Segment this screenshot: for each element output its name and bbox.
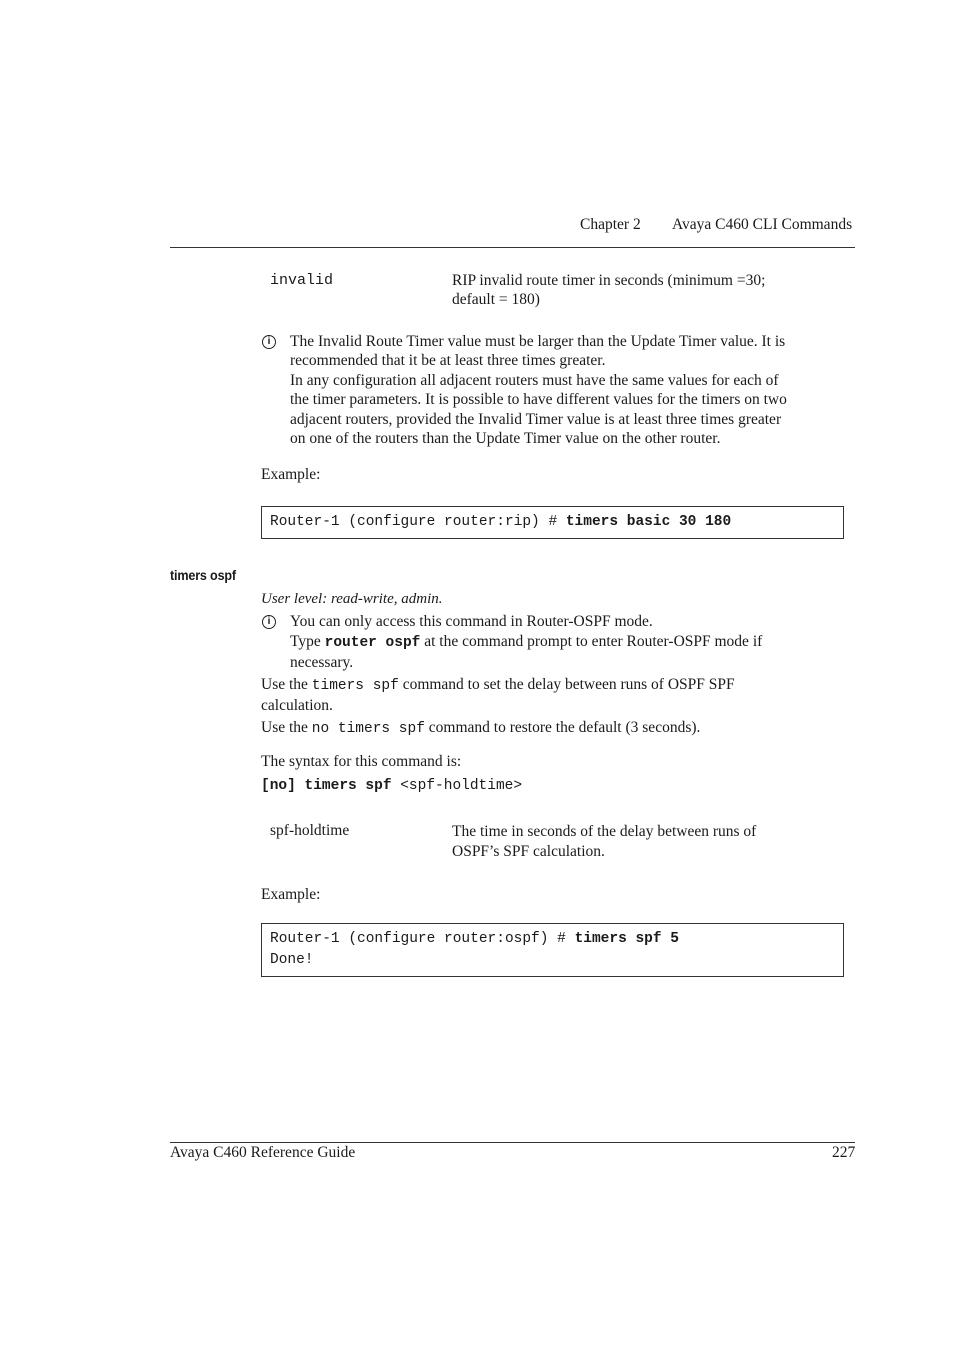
- note-invalid-timer: The Invalid Route Timer value must be larger than the Update Timer value. It is recommended that it be at least three times greater. In any configuration all adjacent routers must have the same values for each of the timer parameters. It is possible to have different values for the timers on two adjacent routers, provided the Invalid Timer value is at least three times greater on one of the routers than the Update Timer value on the other router.: [290, 333, 787, 448]
- example-label: Example:: [261, 466, 321, 483]
- syntax-line: [no] timers spf <spf-holdtime>: [261, 778, 523, 794]
- header-title: Avaya C460 CLI Commands: [672, 216, 853, 233]
- footer-rule: [170, 1142, 855, 1143]
- usage-timers-spf: Use the timers spf command to set the delay between runs of OSPF SPF calculation.: [261, 676, 735, 715]
- section-title: timers ospf: [170, 567, 236, 583]
- inline-command: no timers spf: [311, 721, 425, 737]
- page-number: 227: [832, 1144, 856, 1161]
- user-level: User level: read-write, admin.: [261, 591, 443, 607]
- header-chapter: Chapter 2: [580, 216, 641, 233]
- footer-guide-title: Avaya C460 Reference Guide: [170, 1144, 356, 1161]
- header-rule: [170, 247, 855, 248]
- param-desc-invalid: RIP invalid route timer in seconds (minimum =30; default = 180): [452, 272, 766, 309]
- code-command: timers basic 30 180: [565, 514, 732, 530]
- param-name-invalid: invalid: [270, 272, 334, 289]
- code-command: timers spf 5: [574, 931, 679, 947]
- code-prompt: Router-1 (configure router:rip) #: [270, 514, 566, 530]
- inline-command: router ospf: [324, 634, 421, 651]
- code-prompt: Router-1 (configure router:ospf) #: [270, 931, 575, 947]
- usage-no-timers-spf: Use the no timers spf command to restore the default (3 seconds).: [261, 719, 701, 737]
- syntax-intro: The syntax for this command is:: [261, 753, 462, 770]
- inline-command: timers spf: [311, 678, 399, 694]
- code-example-rip: [261, 506, 844, 539]
- info-icon: i: [262, 335, 276, 349]
- info-icon: i: [262, 615, 276, 629]
- note-router-ospf-mode: You can only access this command in Router-OSPF mode. Type router ospf at the command prompt to enter Router-OSPF mode if necessary.: [290, 613, 763, 672]
- param-desc-spf-holdtime: The time in seconds of the delay between runs of OSPF’s SPF calculation.: [452, 823, 757, 860]
- code-example-ospf: [261, 923, 844, 977]
- code-output: Done!: [270, 952, 314, 968]
- example-label: Example:: [261, 886, 321, 903]
- param-name-spf-holdtime: spf-holdtime: [270, 822, 350, 839]
